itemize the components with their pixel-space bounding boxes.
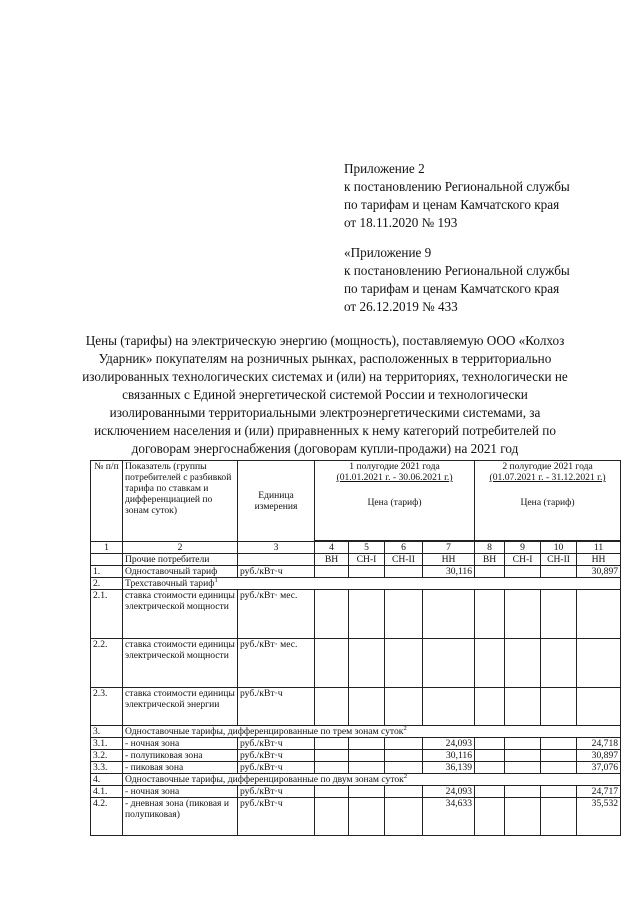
title-line: договорам энергоснабжения (договорам купли-продажи) на 2021 год — [131, 441, 519, 456]
annex-9-line-3: по тарифам и ценам Камчатского края — [344, 281, 560, 296]
column-number: 7 — [423, 542, 475, 554]
section-title: Одноставочные тарифы, дифференцированные по трем зонам суток — [125, 726, 404, 737]
column-number: 1 — [91, 542, 123, 554]
voltage-level: ВН — [315, 554, 349, 566]
first-half-label: 1 полугодие 2021 года — [349, 461, 440, 472]
table-header-row — [91, 461, 621, 541]
nn-price-h2: 35,532 — [577, 798, 621, 836]
nn-price-h2: 37,076 — [577, 762, 621, 774]
title-line: изолированными территориальными электроэнергетическими системами, за — [109, 405, 541, 420]
table-row — [91, 750, 621, 762]
annex-9-line-1: «Приложение 9 — [344, 245, 432, 260]
header-number: № п/п — [91, 461, 123, 542]
footnote-mark: 1 — [214, 577, 218, 584]
row-number: 4.2. — [91, 798, 123, 836]
nn-price-h1: 34,633 — [423, 798, 475, 836]
footnote-mark: 2 — [403, 773, 408, 780]
row-name: - дневная зона (пиковая и полупиковая) — [123, 798, 238, 836]
second-half-label: 2 полугодие 2021 года — [502, 461, 593, 472]
header-second-half — [475, 461, 621, 541]
tariff-table — [90, 460, 621, 836]
row-unit: руб./кВт·ч — [238, 762, 315, 774]
section-header — [123, 774, 621, 786]
table-row — [91, 688, 621, 726]
column-number: 6 — [385, 542, 423, 554]
consumer-group-label: Прочие потребители — [123, 554, 238, 566]
header-unit: Единица измерения — [238, 461, 315, 542]
section-header — [123, 726, 621, 738]
row-unit: руб./кВт·ч — [238, 738, 315, 750]
nn-price-h1: 30,116 — [423, 566, 475, 578]
nn-price-h1: 30,116 — [423, 750, 475, 762]
row-name: ставка стоимости единицы электрической мощности — [123, 590, 238, 639]
row-unit: руб./кВт·ч — [238, 566, 315, 578]
column-number: 4 — [315, 542, 349, 554]
voltage-level: СН-I — [349, 554, 385, 566]
table-row — [91, 726, 621, 738]
annex-2-reference — [344, 160, 624, 232]
nn-price-h2: 30,897 — [577, 750, 621, 762]
table-row — [91, 774, 621, 786]
annex-9-line-4: от 26.12.2019 № 433 — [344, 299, 458, 314]
row-number: 3.2. — [91, 750, 123, 762]
row-unit: руб./кВт·ч — [238, 786, 315, 798]
row-number: 3. — [91, 726, 123, 738]
row-unit: руб./кВт· мес. — [238, 590, 315, 639]
table-row — [91, 798, 621, 836]
first-half-price-label: Цена (тариф) — [367, 497, 422, 508]
annex-2-line-4: от 18.11.2020 № 193 — [344, 215, 458, 230]
title-line: изолированных технологических системах и (или) на территориях, технологически не — [82, 369, 568, 384]
annex-2-line-2: к постановлению Региональной службы — [344, 179, 570, 194]
nn-price-h2: 24,718 — [577, 738, 621, 750]
column-number: 5 — [349, 542, 385, 554]
table-row — [91, 639, 621, 688]
row-name: - пиковая зона — [123, 762, 238, 774]
empty-cell — [238, 554, 315, 566]
title-line: исключением населения и (или) приравненных к нему категорий потребителей по — [94, 423, 556, 438]
second-half-price-label: Цена (тариф) — [520, 497, 575, 508]
row-number: 1. — [91, 566, 123, 578]
table-row — [91, 578, 621, 590]
row-unit: руб./кВт·ч — [238, 798, 315, 836]
row-number: 2.2. — [91, 639, 123, 688]
section-title: Одноставочные тарифы, дифференцированные по двум зонам суток — [125, 774, 404, 785]
nn-price-h2: 24,717 — [577, 786, 621, 798]
row-number: 2.3. — [91, 688, 123, 726]
column-number: 8 — [475, 542, 505, 554]
row-name: ставка стоимости единицы электрической энергии — [123, 688, 238, 726]
title-line: Цены (тарифы) на электрическую энергию (мощность), поставляемую ООО «Колхоз — [85, 333, 565, 348]
voltage-level: СН-II — [541, 554, 577, 566]
row-number: 2. — [91, 578, 123, 590]
row-number: 2.1. — [91, 590, 123, 639]
row-number: 3.3. — [91, 762, 123, 774]
nn-price-h1: 24,093 — [423, 738, 475, 750]
header-first-half — [315, 461, 475, 541]
row-number: 4.1. — [91, 786, 123, 798]
row-unit: руб./кВт·ч — [238, 688, 315, 726]
row-name: Одноставочный тариф — [123, 566, 238, 578]
table-row — [91, 762, 621, 774]
section-title: Трехставочный тариф — [125, 578, 215, 589]
row-name: ставка стоимости единицы электрической мощности — [123, 639, 238, 688]
row-number: 3.1. — [91, 738, 123, 750]
title-line: Ударник» покупателям на розничных рынках, расположенных в территориально — [98, 351, 552, 366]
table-row — [91, 786, 621, 798]
table-row — [91, 590, 621, 639]
table-row — [91, 738, 621, 750]
row-name: - ночная зона — [123, 786, 238, 798]
section-header — [123, 578, 621, 590]
column-number: 2 — [123, 542, 238, 554]
nn-price-h2: 30,897 — [577, 566, 621, 578]
column-number: 9 — [505, 542, 541, 554]
second-half-period: (01.07.2021 г. - 31.12.2021 г.) — [489, 472, 606, 483]
title-line: связанных с Единой энергетической системой России и технологически — [122, 387, 528, 402]
table-row — [91, 566, 621, 578]
nn-price-h1: 24,093 — [423, 786, 475, 798]
footnote-mark: 2 — [403, 725, 407, 732]
annex-2-line-1: Приложение 2 — [344, 161, 425, 176]
row-unit: руб./кВт·ч — [238, 750, 315, 762]
annex-9-reference — [344, 244, 624, 316]
document-title — [80, 332, 570, 458]
voltage-level-row — [91, 554, 621, 566]
column-number: 10 — [541, 542, 577, 554]
first-half-period: (01.01.2021 г. - 30.06.2021 г.) — [336, 472, 453, 483]
row-number: 4. — [91, 774, 123, 786]
empty-cell — [91, 554, 123, 566]
column-number-row — [91, 542, 621, 554]
annex-9-line-2: к постановлению Региональной службы — [344, 263, 570, 278]
annex-2-line-3: по тарифам и ценам Камчатского края — [344, 197, 560, 212]
nn-price-h1: 36,139 — [423, 762, 475, 774]
column-number: 3 — [238, 542, 315, 554]
voltage-level: ВН — [475, 554, 505, 566]
row-name: - полупиковая зона — [123, 750, 238, 762]
row-name: - ночная зона — [123, 738, 238, 750]
header-indicator: Показатель (группы потребителей с разбивкой тарифа по ставкам и дифференциацией по зонам суток) — [123, 461, 238, 542]
voltage-level: НН — [577, 554, 621, 566]
voltage-level: СН-I — [505, 554, 541, 566]
voltage-level: НН — [423, 554, 475, 566]
row-unit: руб./кВт· мес. — [238, 639, 315, 688]
column-number: 11 — [577, 542, 621, 554]
voltage-level: СН-II — [385, 554, 423, 566]
